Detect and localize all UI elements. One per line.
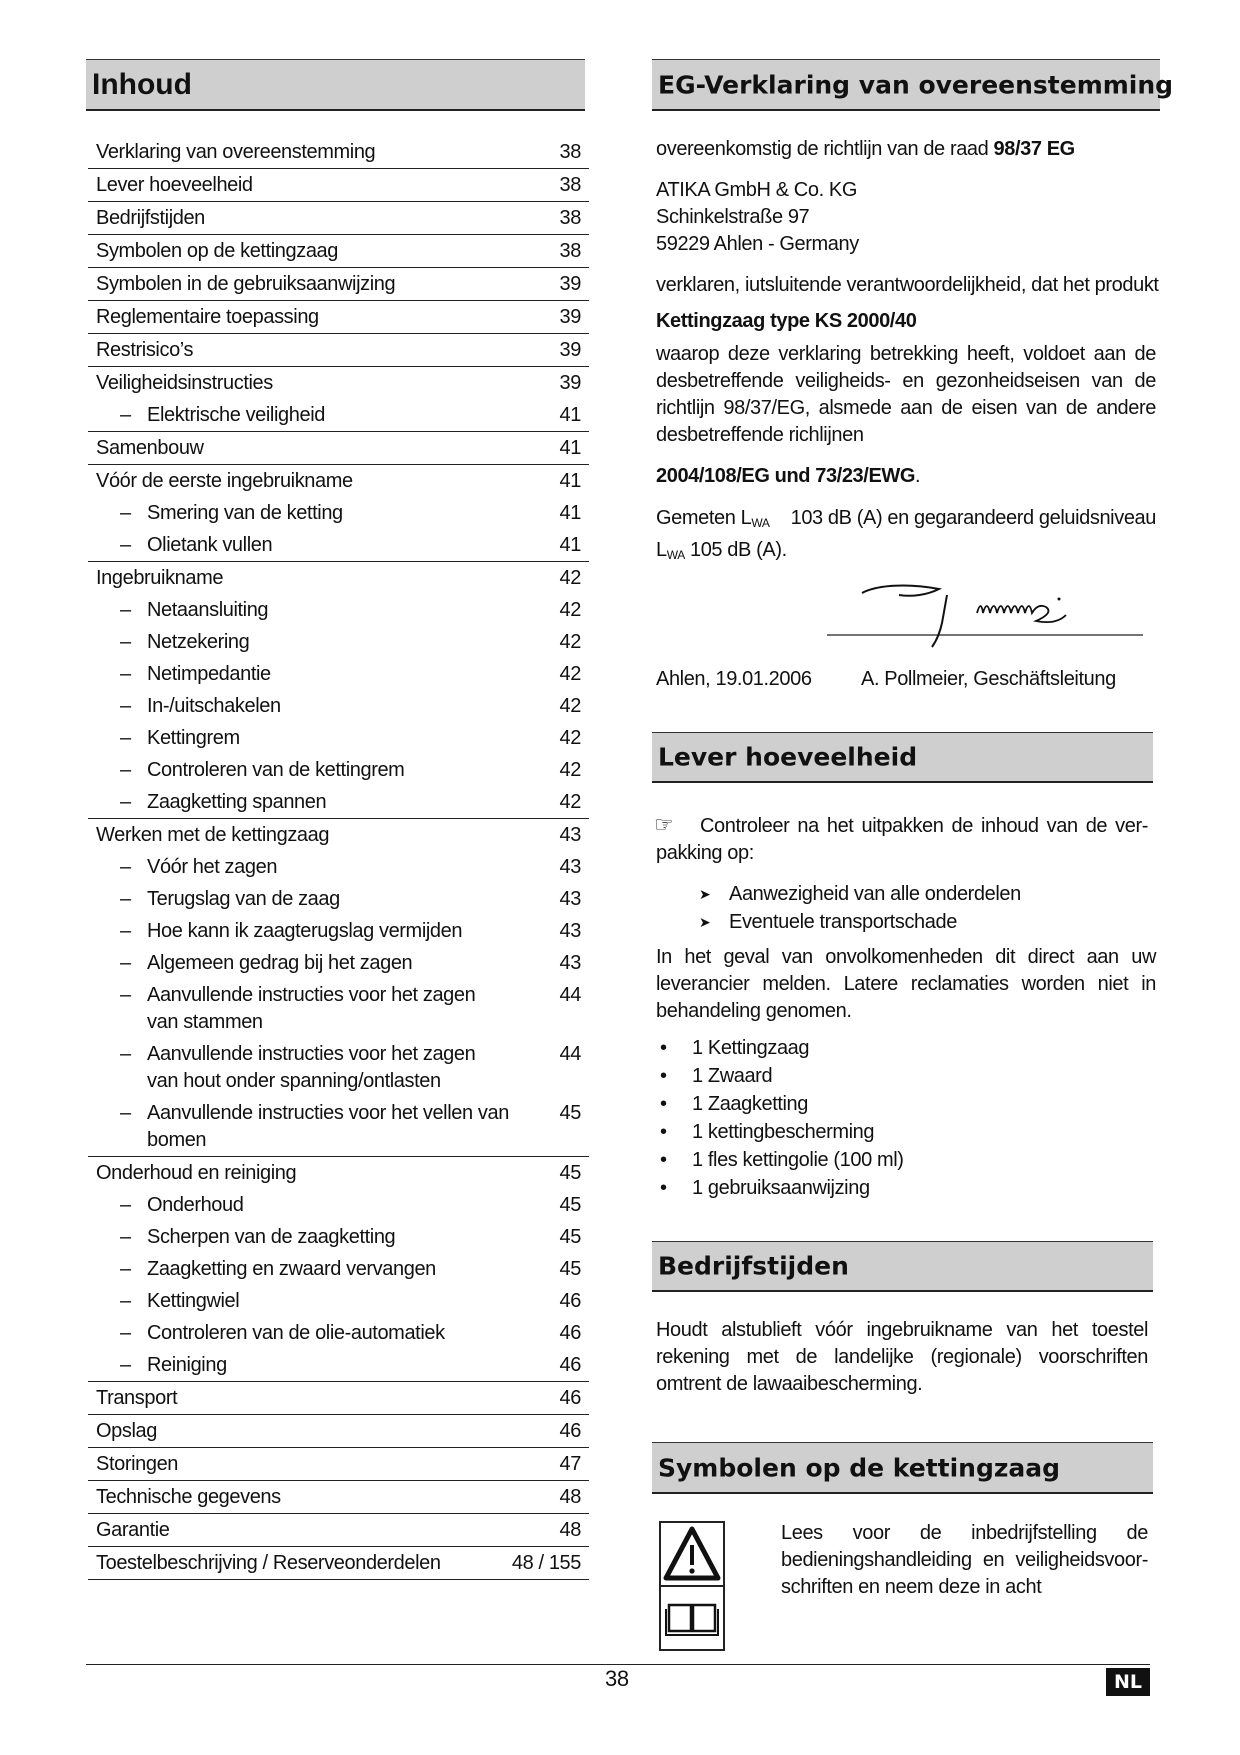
- eg-line1-bold: 98/37 EG: [993, 138, 1075, 160]
- check-item: Aanwezigheid van alle onderdelen: [729, 883, 1021, 905]
- toc-entry-page: 46: [559, 1419, 581, 1442]
- toc-entry-page: 48: [559, 1485, 581, 1508]
- toc-entry-title: Zaagketting spannen: [147, 790, 327, 813]
- toc-entry-title: Netimpedantie: [147, 662, 271, 685]
- dash-icon: –: [120, 1257, 131, 1280]
- toc-subentry[interactable]: [88, 979, 589, 1038]
- toc-entry[interactable]: [88, 301, 589, 333]
- toc-subentry[interactable]: [88, 1253, 589, 1285]
- toc-entry[interactable]: [88, 1547, 589, 1579]
- toc-entry-page: 42: [559, 726, 581, 749]
- toc-entry-page: 42: [559, 758, 581, 781]
- toc-entry-page: 48: [559, 1518, 581, 1541]
- toc-group: [88, 432, 589, 465]
- arrow-icon: ➤: [699, 886, 711, 902]
- language-badge: NL: [1106, 1668, 1150, 1696]
- toc-entry-title: Onderhoud en reiniging: [96, 1161, 297, 1184]
- dash-icon: –: [120, 533, 131, 556]
- dash-icon: –: [120, 630, 131, 653]
- toc-entry-page: 45: [559, 1257, 581, 1280]
- toc-entry-page: 43: [559, 951, 581, 974]
- toc-group: [88, 1481, 589, 1514]
- toc-group: [88, 334, 589, 367]
- toc-entry-title: Controleren van de kettingrem: [147, 758, 405, 781]
- toc-entry-page: 43: [559, 823, 581, 846]
- toc-entry-title: Technische gegevens: [96, 1485, 281, 1508]
- toc-entry-page: 39: [559, 272, 581, 295]
- toc-entry-title: Zaagketting en zwaard vervangen: [147, 1257, 436, 1280]
- toc-entry-page: 42: [559, 790, 581, 813]
- toc-entry-page: 48 / 155: [511, 1551, 581, 1574]
- toc-entry-page: 44: [559, 983, 581, 1006]
- toc-entry[interactable]: [88, 1448, 589, 1480]
- lever-title: Lever hoeveelheid: [658, 742, 918, 772]
- toc-entry[interactable]: [88, 367, 589, 399]
- toc-subentry[interactable]: [88, 594, 589, 626]
- toc-entry-page: 38: [559, 206, 581, 229]
- eg-line1: overeenkomstig de richtlijn van de raad: [656, 138, 994, 160]
- toc-entry-page: 42: [559, 694, 581, 717]
- toc-entry-title: Scherpen van de zaagketting: [147, 1225, 396, 1248]
- toc-entry-page: 42: [559, 598, 581, 621]
- symbolen-text: Lees voor de inbedrijfstelling de bedieningshandleiding en veiligheidsvoor-schriften en neem deze in acht: [781, 1522, 1148, 1598]
- dash-icon: –: [120, 694, 131, 717]
- toc-entry-title: Netaansluiting: [147, 598, 269, 621]
- dash-icon: –: [120, 887, 131, 910]
- toc-entry[interactable]: [88, 202, 589, 234]
- city: 59229 Ahlen - Germany: [656, 233, 859, 255]
- toc-entry[interactable]: [88, 268, 589, 300]
- toc-group: [88, 301, 589, 334]
- toc-entry-title: Opslag: [96, 1419, 157, 1442]
- eg-paragraph: waarop deze verklaring betrekking heeft, voldoet aan de desbetreffende veiligheids- en gezonheidseisen van de richtlijn 98/37/EG, alsmede aan de eisen van de andere desbetreffende richlijnen: [656, 343, 1156, 446]
- toc-entry-title: Algemeen gedrag bij het zagen: [147, 951, 413, 974]
- toc-subentry[interactable]: [88, 658, 589, 690]
- street: Schinkelstraße 97: [656, 206, 810, 228]
- toc-subentry[interactable]: [88, 754, 589, 786]
- toc-subentry[interactable]: [88, 1189, 589, 1221]
- bullet-icon: •: [660, 1177, 667, 1199]
- bedrijf-title: Bedrijfstijden: [658, 1251, 849, 1281]
- toc-header: [86, 59, 585, 111]
- signer: A. Pollmeier, Geschäftsleitung: [861, 668, 1116, 690]
- check-item: Eventuele transportschade: [729, 911, 957, 933]
- toc-subentry[interactable]: [88, 1097, 589, 1156]
- arrow-icon: ➤: [699, 914, 711, 930]
- lever-note: In het geval van onvolkomenheden dit direct aan uw leverancier melden. Latere reclamaties worden niet in behandeling genomen.: [656, 946, 1156, 1022]
- dash-icon: –: [120, 983, 131, 1006]
- toc-entry-page: 39: [559, 338, 581, 361]
- bullet-icon: •: [660, 1149, 667, 1171]
- warning-icon: [661, 1523, 723, 1587]
- toc-entry[interactable]: [88, 1157, 589, 1189]
- dash-icon: –: [120, 855, 131, 878]
- dash-icon: –: [120, 662, 131, 685]
- pointing-hand-icon: ☞: [654, 812, 674, 837]
- toc-entry-page: 46: [559, 1353, 581, 1376]
- toc-group: [88, 1382, 589, 1415]
- toc-group: [88, 1415, 589, 1448]
- directives-end: .: [915, 465, 921, 487]
- toc-entry-title: Restrisico’s: [96, 338, 194, 361]
- bullet-icon: •: [660, 1037, 667, 1059]
- delivery-item: 1 gebruiksaanwijzing: [692, 1177, 870, 1199]
- toc-entry[interactable]: [88, 1382, 589, 1414]
- toc-entry[interactable]: [88, 1514, 589, 1546]
- toc-entry-title: Kettingrem: [147, 726, 240, 749]
- product: Kettingzaag type KS 2000/40: [656, 310, 917, 332]
- toc-entry-title: Onderhoud: [147, 1193, 244, 1216]
- toc-entry[interactable]: [88, 432, 589, 464]
- toc-entry-page: 41: [559, 501, 581, 524]
- toc-entry-title: Toestelbeschrijving / Reserveonderdelen: [96, 1551, 441, 1574]
- toc-subentry[interactable]: [88, 786, 589, 818]
- toc-group: [88, 1547, 589, 1580]
- toc-entry-title: In-/uitschakelen: [147, 694, 281, 717]
- toc-entry-title: Transport: [96, 1386, 178, 1409]
- toc-entry-title: Netzekering: [147, 630, 250, 653]
- toc-entry-title: Werken met de kettingzaag: [96, 823, 330, 846]
- toc-group: [88, 367, 589, 432]
- symbol-box: [659, 1521, 725, 1651]
- bullet-icon: •: [660, 1121, 667, 1143]
- toc-entry[interactable]: [88, 169, 589, 201]
- toc-entry-title: Verklaring van overeenstemming: [96, 140, 376, 163]
- toc-entry-title: Reglementaire toepassing: [96, 305, 319, 328]
- dash-icon: –: [120, 951, 131, 974]
- dash-icon: –: [120, 1353, 131, 1376]
- symbolen-title: Symbolen op de kettingzaag: [658, 1453, 1061, 1482]
- toc-entry-page: 43: [559, 919, 581, 942]
- toc-subentry[interactable]: [88, 690, 589, 722]
- toc-entry-title: Aanvullende instructies voor het vellen van bomen: [147, 1101, 509, 1151]
- toc-entry-title: Ingebruikname: [96, 566, 224, 589]
- toc-entry-page: 42: [559, 630, 581, 653]
- toc-entry-title: Symbolen in de gebruiksaanwijzing: [96, 272, 396, 295]
- toc-group: [88, 1157, 589, 1382]
- toc-group: [88, 169, 589, 202]
- toc-entry[interactable]: [88, 819, 589, 851]
- toc-entry[interactable]: [88, 1481, 589, 1513]
- toc-entry-page: 45: [559, 1161, 581, 1184]
- toc-group: [88, 202, 589, 235]
- toc-entry-page: 39: [559, 371, 581, 394]
- dash-icon: –: [120, 1193, 131, 1216]
- toc-subentry[interactable]: [88, 1038, 589, 1097]
- bullet-icon: •: [660, 1093, 667, 1115]
- toc-subentry[interactable]: [88, 626, 589, 658]
- toc-entry-title: Storingen: [96, 1452, 179, 1475]
- toc-entry[interactable]: [88, 1415, 589, 1447]
- dash-icon: –: [120, 790, 131, 813]
- toc-group: [88, 268, 589, 301]
- lever-header: [652, 732, 1153, 783]
- toc-entry-title: Hoe kann ik zaagterugslag vermijden: [147, 919, 463, 942]
- company: ATIKA GmbH & Co. KG: [656, 179, 857, 201]
- toc-entry-title: Controleren van de olie-automatiek: [147, 1321, 445, 1344]
- toc-entry-title: Samenbouw: [96, 436, 204, 459]
- toc-entry-title: Olietank vullen: [147, 533, 273, 556]
- toc-subentry[interactable]: [88, 399, 589, 431]
- bedrijf-text: Houdt alstublieft vóór ingebruikname van het toestel rekening met de landelijke (regionale) voorschriften omtrent de lawaaibescherming.: [656, 1319, 1148, 1395]
- bedrijf-header: [652, 1241, 1153, 1292]
- toc-entry-page: 45: [559, 1193, 581, 1216]
- toc-entry[interactable]: [88, 334, 589, 366]
- toc-entry-page: 46: [559, 1321, 581, 1344]
- toc-entry-page: 42: [559, 662, 581, 685]
- manual-book-icon: [661, 1587, 723, 1649]
- delivery-item: 1 fles kettingolie (100 ml): [692, 1149, 904, 1171]
- dash-icon: –: [120, 403, 131, 426]
- toc-subentry[interactable]: [88, 1221, 589, 1253]
- lever-intro: Controleer na het uitpakken de inhoud van de ver-pakking op:: [656, 815, 1148, 864]
- eg-directive-line: [656, 136, 1075, 163]
- page-number: 38: [605, 1666, 629, 1691]
- dash-icon: –: [120, 1289, 131, 1312]
- toc-subentry[interactable]: [88, 497, 589, 529]
- dash-icon: –: [120, 1101, 131, 1124]
- toc-entry-title: Aanvullende instructies voor het zagen van stammen: [147, 983, 476, 1033]
- dash-icon: –: [120, 598, 131, 621]
- toc-entry-page: 38: [559, 239, 581, 262]
- toc-entry-page: 45: [559, 1101, 581, 1124]
- toc-entry-title: Elektrische veiligheid: [147, 403, 325, 426]
- symbolen-header: [652, 1442, 1153, 1494]
- toc-group: [88, 136, 589, 169]
- toc-entry-page: 41: [559, 436, 581, 459]
- toc-entry-page: 41: [559, 403, 581, 426]
- delivery-item: 1 kettingbescherming: [692, 1121, 875, 1143]
- toc-entry-title: Symbolen op de kettingzaag: [96, 239, 338, 262]
- toc-entry[interactable]: [88, 235, 589, 267]
- declare: verklaren, iutsluitende verantwoordelijkheid, dat het produkt: [656, 274, 1159, 296]
- dash-icon: –: [120, 758, 131, 781]
- toc-entry-title: Kettingwiel: [147, 1289, 240, 1312]
- noise-text: Gemeten $L_{WA}$ 103 dB (A) en gegarandeerd geluidsniveau $L_{WA}$ 105 dB (A).: [656, 507, 1156, 562]
- toc-entry[interactable]: [88, 136, 589, 168]
- toc-entry-page: 45: [559, 1225, 581, 1248]
- signature-image: [827, 575, 1145, 649]
- eg-header: [652, 59, 1174, 111]
- toc-entry-page: 42: [559, 566, 581, 589]
- toc-subentry[interactable]: [88, 529, 589, 561]
- toc-group: [88, 235, 589, 268]
- table-of-contents: [88, 136, 589, 1580]
- toc-entry-title: Veiligheidsinstructies: [96, 371, 273, 394]
- toc-entry-title: Vóór de eerste ingebruikname: [96, 469, 353, 492]
- toc-subentry[interactable]: [88, 1285, 589, 1317]
- dash-icon: –: [120, 501, 131, 524]
- directives: 2004/108/EG und 73/23/EWG: [656, 465, 916, 487]
- toc-group: [88, 562, 589, 819]
- toc-group: [88, 819, 589, 1157]
- toc-entry-page: 38: [559, 140, 581, 163]
- toc-entry-title: Smering van de ketting: [147, 501, 343, 524]
- dash-icon: –: [120, 726, 131, 749]
- toc-entry-page: 44: [559, 1042, 581, 1065]
- toc-entry-page: 43: [559, 887, 581, 910]
- toc-entry-title: Garantie: [96, 1518, 170, 1541]
- toc-entry-page: 41: [559, 469, 581, 492]
- toc-entry-page: 46: [559, 1289, 581, 1312]
- toc-subentry[interactable]: [88, 947, 589, 979]
- toc-entry-title: Reiniging: [147, 1353, 227, 1376]
- delivery-item: 1 Zaagketting: [692, 1093, 808, 1115]
- dash-icon: –: [120, 1225, 131, 1248]
- toc-entry-title: Vóór het zagen: [147, 855, 278, 878]
- toc-subentry[interactable]: [88, 915, 589, 947]
- toc-subentry[interactable]: [88, 1317, 589, 1349]
- toc-subentry[interactable]: [88, 883, 589, 915]
- toc-entry-title: Lever hoeveelheid: [96, 173, 253, 196]
- toc-group: [88, 1514, 589, 1547]
- delivery-item: 1 Zwaard: [692, 1065, 773, 1087]
- delivery-item: 1 Kettingzaag: [692, 1037, 810, 1059]
- toc-entry-page: 41: [559, 533, 581, 556]
- toc-entry-title: Terugslag van de zaag: [147, 887, 340, 910]
- dash-icon: –: [120, 919, 131, 942]
- toc-entry[interactable]: [88, 465, 589, 497]
- toc-entry-title: Aanvullende instructies voor het zagen van hout onder spanning/ontlasten: [147, 1042, 476, 1092]
- eg-title: EG-Verklaring van overeenstemming: [658, 70, 1174, 99]
- toc-entry[interactable]: [88, 562, 589, 594]
- toc-subentry[interactable]: [88, 851, 589, 883]
- toc-entry-page: 39: [559, 305, 581, 328]
- toc-group: [88, 465, 589, 562]
- toc-group: [88, 1448, 589, 1481]
- directives-line: [656, 463, 920, 490]
- dash-icon: –: [120, 1042, 131, 1065]
- toc-entry-page: 47: [559, 1452, 581, 1475]
- toc-entry-page: 46: [559, 1386, 581, 1409]
- bullet-icon: •: [660, 1065, 667, 1087]
- place-date: Ahlen, 19.01.2006: [656, 668, 812, 690]
- toc-title: Inhoud: [92, 67, 192, 101]
- dash-icon: –: [120, 1321, 131, 1344]
- toc-entry-title: Bedrijfstijden: [96, 206, 205, 229]
- toc-subentry[interactable]: [88, 1349, 589, 1381]
- toc-subentry[interactable]: [88, 722, 589, 754]
- toc-entry-page: 43: [559, 855, 581, 878]
- toc-entry-page: 38: [559, 173, 581, 196]
